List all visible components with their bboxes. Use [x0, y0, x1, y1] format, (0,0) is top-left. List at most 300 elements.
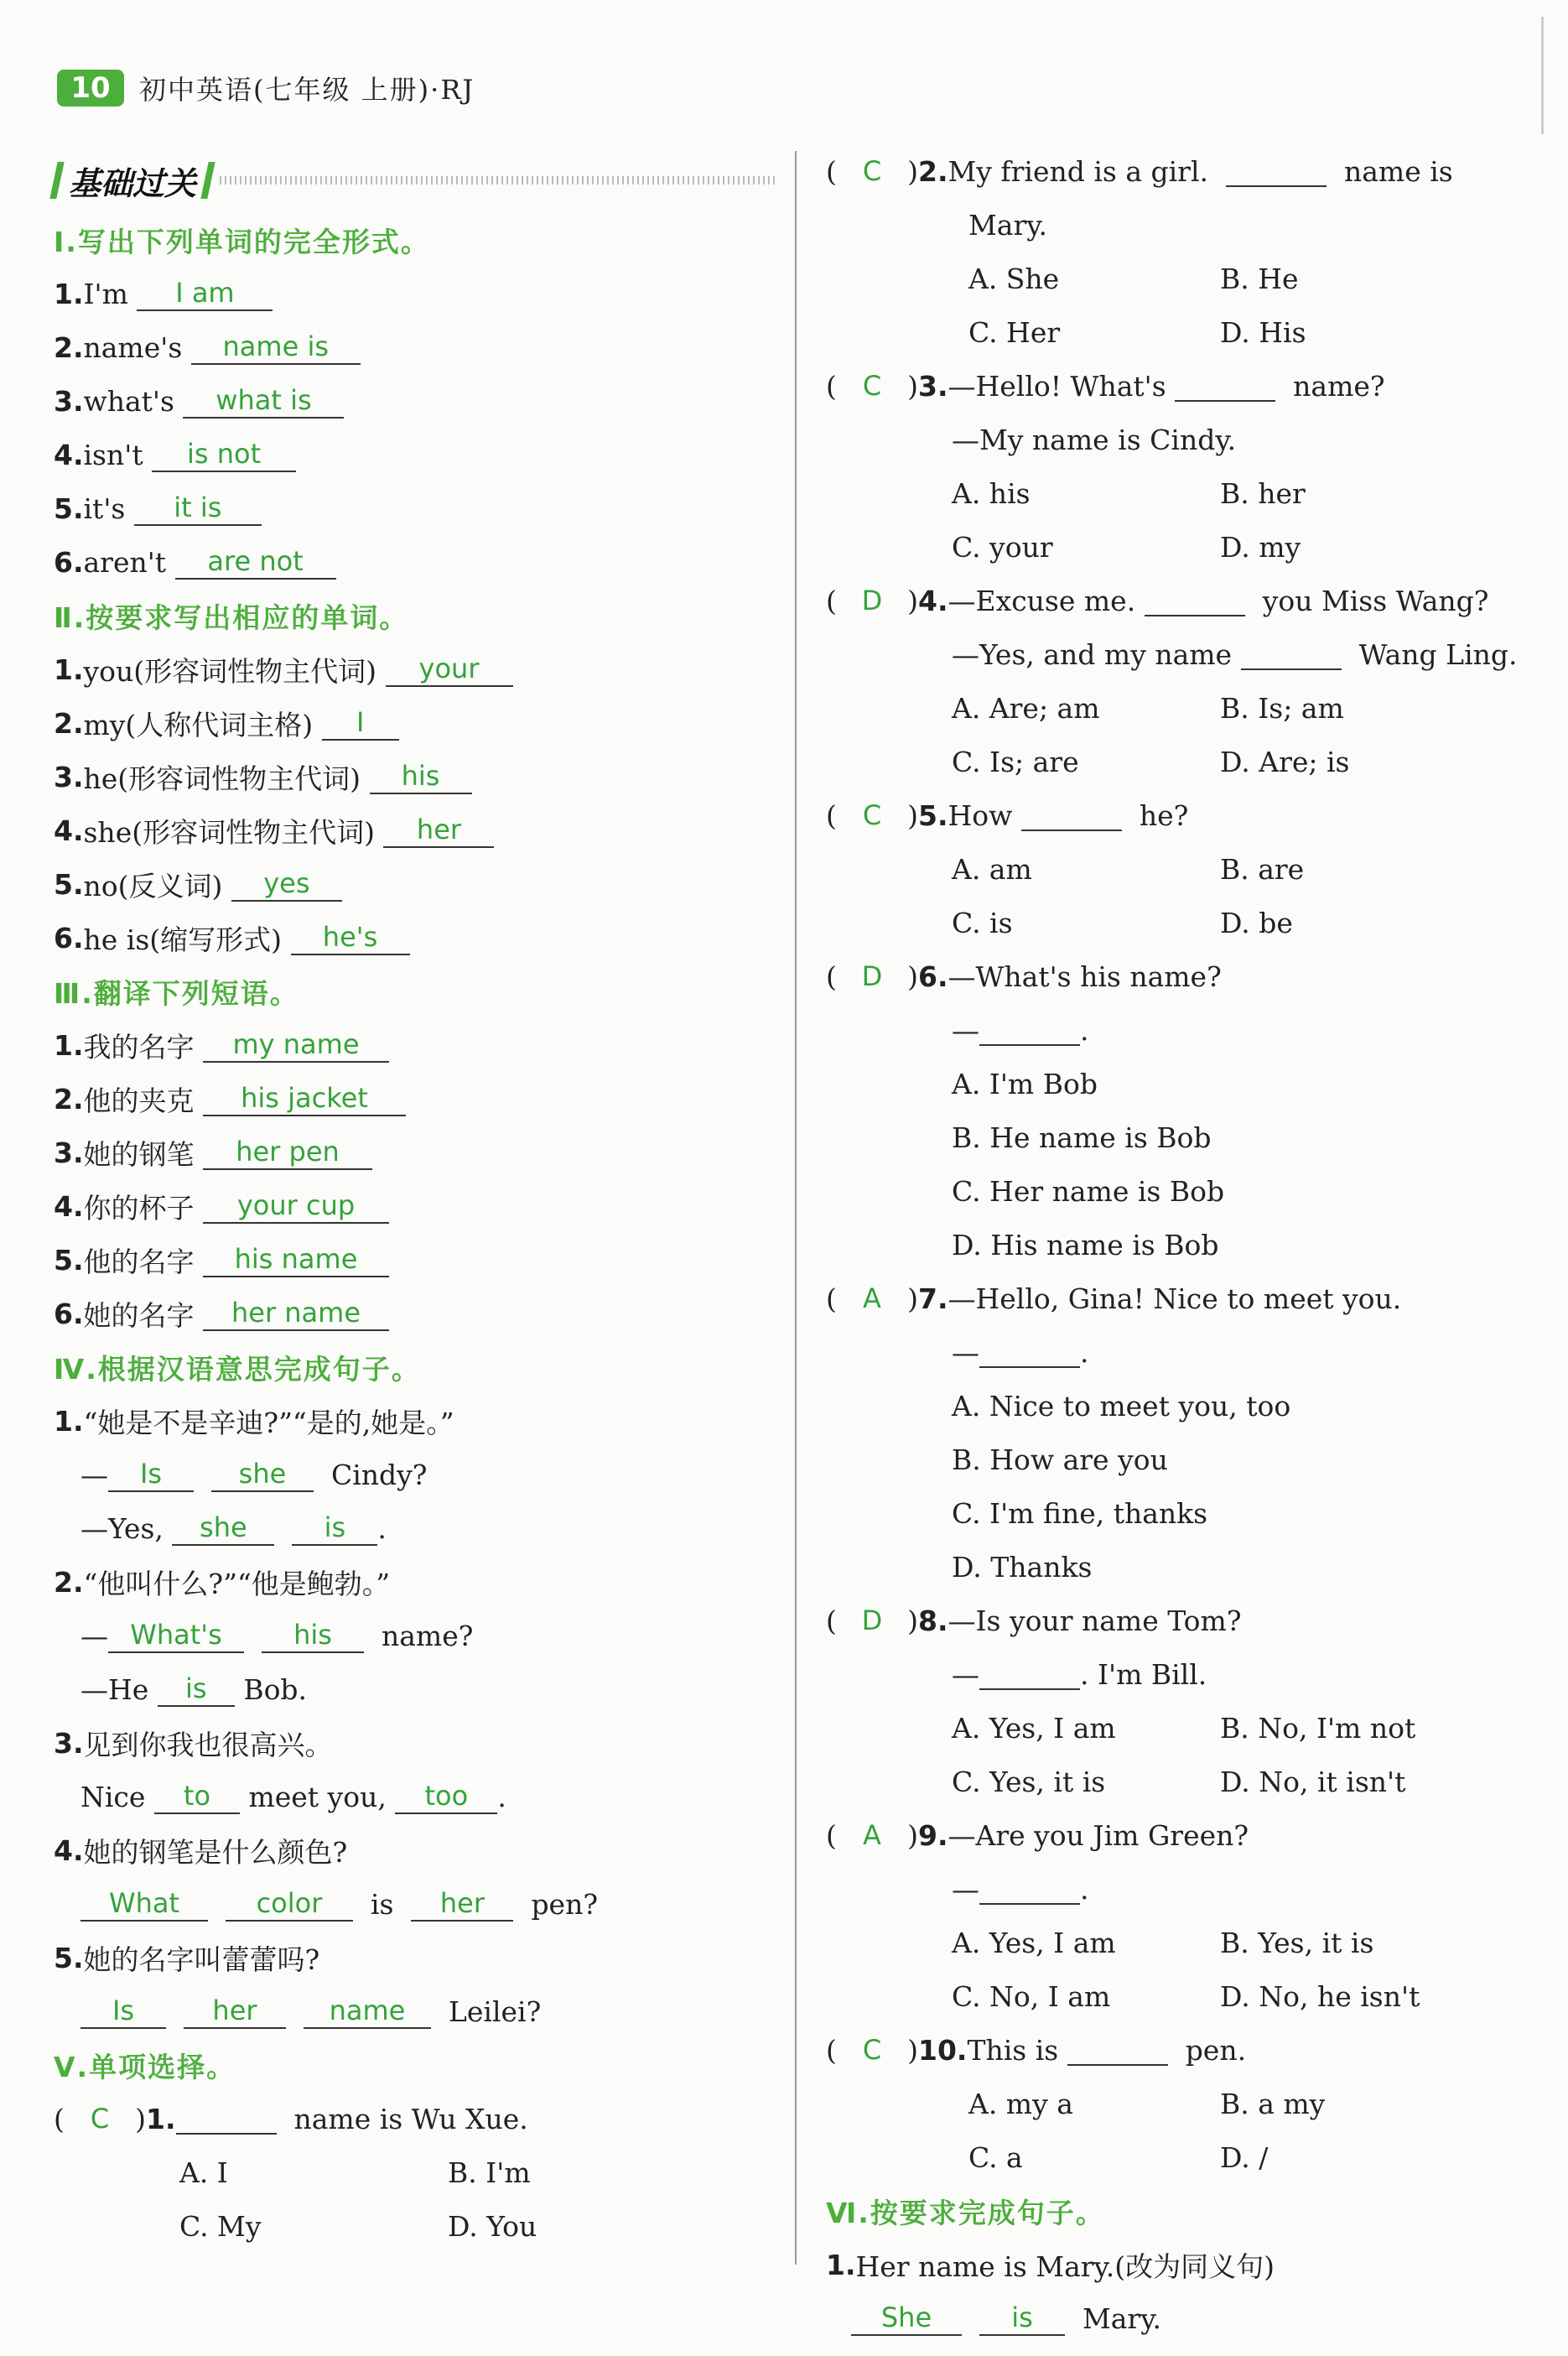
question-text: it's [83, 491, 126, 525]
item-number: 4. [54, 1833, 84, 1867]
question-text: 她的名字 [83, 1298, 195, 1332]
answer-field[interactable]: his jacket [203, 1081, 406, 1116]
page-header [57, 67, 475, 109]
question-text: my(人称代词主格) [83, 708, 314, 741]
question-text: 他的名字 [83, 1245, 195, 1278]
answer-field[interactable]: her pen [203, 1135, 372, 1170]
mcq-question [826, 949, 1530, 1003]
list-item [54, 804, 775, 857]
answer-line [54, 1662, 775, 1716]
list-item [54, 1072, 775, 1126]
option-d[interactable]: D. my [1220, 530, 1301, 564]
list-item [54, 481, 775, 535]
answer-line [54, 1770, 775, 1823]
blank-field[interactable] [1175, 370, 1275, 402]
question-text: —Is your name Tom? [948, 1604, 1242, 1637]
question-text: name is Wu Xue. [293, 2102, 528, 2135]
question-text: no(反义词) [83, 869, 223, 902]
sentence-text: . [377, 1511, 387, 1545]
option-line [826, 1433, 1530, 1486]
option-c[interactable]: C. Her name is Bob [952, 1174, 1225, 1208]
answer-field[interactable]: her [411, 1886, 513, 1922]
mcq-options [54, 2199, 775, 2253]
question-text: she(形容词性物主代词) [83, 815, 375, 849]
option-line [826, 1057, 1530, 1110]
item-number: 3. [54, 1726, 84, 1760]
section-heading [54, 1340, 775, 1394]
option-d[interactable]: D. Thanks [952, 1550, 1093, 1584]
answer-letter[interactable]: C [862, 2033, 882, 2066]
question-text: he(形容词性物主代词) [83, 762, 361, 795]
answer-field[interactable]: I am [137, 276, 273, 311]
option-line [826, 1110, 1530, 1164]
mcq-options [826, 896, 1530, 949]
list-item [54, 1179, 775, 1233]
option-line [826, 1379, 1530, 1433]
item-number: 5. [54, 1243, 84, 1277]
question-prompt [54, 1823, 775, 1877]
mcq-question [826, 359, 1530, 413]
mcq-question [826, 788, 1530, 842]
question-text: 你的杯子 [83, 1191, 195, 1225]
sentence-text: Nice [80, 1780, 146, 1813]
item-number: 6. [54, 921, 84, 954]
answer-line [54, 1984, 775, 2038]
answer-field[interactable]: your [386, 652, 513, 687]
option-c[interactable]: C. is [952, 906, 1013, 939]
answer-field[interactable]: he's [291, 920, 410, 955]
option-c[interactable]: C. No, I am [952, 1979, 1111, 2013]
answer-field[interactable]: I [322, 705, 399, 741]
item-number: 2. [54, 706, 84, 740]
answer-letter[interactable]: A [863, 1282, 881, 1314]
option-c[interactable]: C. Her [968, 315, 1061, 349]
answer-line [54, 1877, 775, 1931]
answer-bracket: ( D ) [826, 1604, 918, 1637]
answer-field[interactable]: his name [203, 1242, 389, 1277]
left-column [54, 151, 775, 2253]
question-text: he is(缩写形式) [83, 923, 283, 956]
item-number: 6. [918, 960, 948, 993]
option-d[interactable]: D. His [1220, 315, 1306, 349]
item-number: 1. [54, 653, 84, 686]
question-text: he? [1139, 798, 1189, 832]
item-number: 4. [54, 1189, 84, 1223]
answer-line [826, 2291, 1530, 2345]
mcq-question [826, 574, 1530, 627]
answer-bracket: ( D ) [826, 960, 918, 993]
answer-letter[interactable]: C [862, 798, 882, 831]
answer-line [54, 1501, 775, 1555]
blank-field[interactable] [1067, 2034, 1168, 2066]
item-number: 1. [54, 1404, 84, 1438]
answer-bracket: ( A ) [826, 1818, 918, 1852]
option-c[interactable]: C. Is; are [952, 745, 1079, 778]
option-b[interactable]: B. No, I'm not [1220, 1711, 1416, 1745]
question-text: “他叫什么?”“他是鲍勃。” [83, 1567, 391, 1600]
mcq-question [826, 1594, 1530, 1647]
question-text: you(形容词性物主代词) [83, 654, 377, 688]
question-text: 我的名字 [83, 1030, 195, 1064]
answer-bracket: ( C ) [54, 2102, 146, 2135]
answer-letter[interactable]: C [862, 369, 882, 402]
option-a[interactable]: A. She [968, 262, 1060, 295]
item-number: 8. [918, 1604, 948, 1637]
item-number: 1. [54, 1028, 84, 1062]
section-6-title: Ⅵ.按要求完成句子。 [826, 2196, 1105, 2229]
list-item [54, 428, 775, 481]
question-prompt [54, 1555, 775, 1609]
answer-line [54, 1609, 775, 1662]
response-line [826, 627, 1530, 681]
option-b[interactable]: B. How are you [952, 1443, 1168, 1476]
option-b[interactable]: B. Yes, it is [1220, 1926, 1374, 1959]
item-number: 5. [54, 867, 84, 901]
question-text: —Excuse me. [948, 584, 1136, 617]
blank-field[interactable] [1226, 155, 1327, 187]
answer-field[interactable]: your cup [203, 1188, 389, 1224]
list-item [54, 911, 775, 965]
answer-field[interactable]: Is [108, 1457, 194, 1492]
option-b[interactable]: B. her [1220, 476, 1306, 510]
mcq-question [826, 1808, 1530, 1862]
answer-field[interactable]: Is [80, 1994, 166, 2029]
answer-field[interactable]: what is [183, 383, 344, 419]
dialogue-dash: — [80, 1619, 108, 1652]
sentence-text: —He [80, 1672, 149, 1706]
response-text: Wang Ling. [1358, 637, 1518, 671]
option-d[interactable]: D. be [1220, 906, 1293, 939]
mcq-options [826, 466, 1530, 520]
item-number: 6. [54, 545, 84, 579]
answer-letter[interactable]: C [862, 154, 882, 187]
item-number: 7. [918, 1282, 948, 1315]
answer-field[interactable]: is [158, 1672, 235, 1707]
blank-field[interactable] [176, 2103, 277, 2135]
item-number: 9. [918, 1818, 948, 1852]
answer-field[interactable]: name [304, 1994, 431, 2029]
response-text: — [952, 1335, 979, 1369]
mcq-question [826, 144, 1530, 198]
mcq-options [826, 520, 1530, 574]
answer-letter[interactable]: C [90, 2102, 110, 2135]
section-heading [54, 589, 775, 642]
blank-field[interactable] [979, 1014, 1080, 1046]
mcq-question [826, 1272, 1530, 1325]
question-text: I'm [83, 277, 128, 310]
column-divider [795, 151, 797, 2265]
option-b[interactable]: B. Is; am [1220, 691, 1344, 725]
item-number: 1. [826, 2248, 856, 2281]
question-prompt [826, 2238, 1530, 2291]
question-text: —Hello! What's [948, 369, 1166, 403]
answer-bracket: ( D ) [826, 584, 918, 617]
mcq-options [826, 842, 1530, 896]
mcq-options [826, 305, 1530, 359]
blank-field[interactable] [979, 1658, 1080, 1690]
answer-bracket: ( A ) [826, 1282, 918, 1315]
item-number: 2. [918, 154, 948, 188]
option-d[interactable]: D. His name is Bob [952, 1228, 1219, 1261]
option-line [826, 1540, 1530, 1594]
item-number: 5. [54, 491, 84, 525]
answer-field[interactable]: my name [203, 1027, 389, 1063]
item-number: 6. [54, 1297, 84, 1330]
answer-bracket: ( C ) [826, 798, 918, 832]
banner-bar-right [200, 162, 215, 199]
option-b[interactable]: B. are [1220, 852, 1305, 886]
question-text: what's [83, 384, 174, 418]
question-text: —Are you Jim Green? [948, 1818, 1249, 1852]
answer-field[interactable]: What's [108, 1618, 244, 1653]
sentence-text: —Yes, [80, 1511, 164, 1545]
option-a[interactable]: A. am [952, 852, 1032, 886]
response-line [826, 413, 1530, 466]
option-d[interactable]: D. / [1220, 2140, 1269, 2174]
option-c[interactable]: C. a [968, 2140, 1023, 2174]
dialogue-dash: — [80, 1458, 108, 1491]
item-number: 10. [918, 2033, 968, 2067]
answer-letter[interactable]: D [861, 960, 883, 992]
answer-field[interactable]: her name [203, 1296, 389, 1331]
item-number: 4. [54, 438, 84, 471]
option-d[interactable]: D. No, he isn't [1220, 1979, 1420, 2013]
option-a[interactable]: A. my a [968, 2087, 1073, 2120]
item-number: 5. [918, 798, 948, 832]
question-text: 见到你我也很高兴。 [83, 1728, 333, 1761]
answer-field[interactable]: is not [152, 437, 296, 472]
item-number: 2. [54, 330, 84, 364]
response-line: — . [952, 1872, 1089, 1906]
question-text: 她的钢笔 [83, 1137, 195, 1171]
answer-line [54, 1448, 775, 1501]
option-a[interactable]: A. I'm Bob [952, 1067, 1098, 1100]
sentence-text: . [497, 1780, 506, 1813]
mcq-options [826, 735, 1530, 788]
question-text: isn't [83, 438, 143, 471]
option-b[interactable]: B. I'm [448, 2156, 531, 2189]
sentence-text: meet you, [248, 1780, 387, 1813]
option-a[interactable]: A. I [179, 2156, 228, 2189]
question-continuation [826, 198, 1530, 252]
item-number: 2. [54, 1082, 84, 1116]
banner-title: 基础过关 [69, 164, 197, 202]
section-2-title: Ⅱ.按要求写出相应的单词。 [54, 601, 409, 634]
answer-bracket: ( C ) [826, 154, 918, 188]
response-line [826, 1647, 1530, 1701]
list-item [54, 374, 775, 428]
list-item [54, 1233, 775, 1287]
answer-bracket: ( C ) [826, 369, 918, 403]
option-line [826, 1218, 1530, 1272]
blank-field[interactable] [1021, 799, 1122, 831]
list-item [54, 535, 775, 589]
question-prompt [54, 1394, 775, 1448]
answer-field[interactable]: name is [191, 330, 361, 365]
mcq-question [826, 2023, 1530, 2077]
response-text: . I'm Bill. [1080, 1657, 1207, 1691]
sentence-text: Cindy? [330, 1458, 428, 1491]
item-number: 3. [54, 384, 84, 418]
option-d[interactable]: D. Are; is [1220, 745, 1350, 778]
sentence-text: Leilei? [448, 1995, 542, 2028]
sentence-text: Bob. [243, 1672, 308, 1706]
response-line: — . [952, 1335, 1089, 1369]
blank-field[interactable] [979, 1873, 1080, 1905]
section-heading [54, 965, 775, 1018]
section-heading [54, 213, 775, 267]
list-item [54, 320, 775, 374]
answer-field[interactable]: yes [231, 866, 342, 902]
answer-field[interactable]: is [979, 2301, 1065, 2336]
list-item [54, 1126, 775, 1179]
mcq-options [826, 1755, 1530, 1808]
question-text: 他的夹克 [83, 1084, 195, 1117]
question-text: Her name is Mary.(改为同义句) [855, 2249, 1275, 2283]
question-prompt [54, 1931, 775, 1984]
section-4-title: Ⅳ.根据汉语意思完成句子。 [54, 1352, 421, 1386]
blank-field[interactable] [1145, 585, 1245, 616]
item-number: 3. [918, 369, 948, 403]
item-number: 1. [146, 2102, 176, 2135]
option-a[interactable]: A. his [952, 476, 1031, 510]
answer-field[interactable]: color [226, 1886, 353, 1922]
question-text: name is [1343, 154, 1453, 188]
question-prompt [54, 1716, 775, 1770]
option-c[interactable]: C. I'm fine, thanks [952, 1496, 1208, 1530]
answer-bracket: ( C ) [826, 2033, 918, 2067]
question-text: pen. [1185, 2033, 1247, 2067]
answer-field[interactable]: his [262, 1618, 364, 1653]
answer-field[interactable]: to [154, 1779, 240, 1814]
list-item [54, 642, 775, 696]
question-text: —Hello, Gina! Nice to meet you. [948, 1282, 1402, 1315]
item-number: 4. [54, 814, 84, 847]
right-column [826, 144, 1530, 2345]
option-line [826, 1486, 1530, 1540]
option-a[interactable]: A. Are; am [952, 691, 1100, 725]
question-text: “她是不是辛迪?”“是的,她是。” [83, 1406, 454, 1439]
answer-field[interactable]: his [370, 759, 472, 794]
answer-field[interactable]: she [211, 1457, 314, 1492]
list-item [54, 857, 775, 911]
list-item [54, 267, 775, 320]
item-number: 5. [54, 1941, 84, 1974]
response-text: —Yes, and my name [952, 637, 1233, 671]
mcq-question [54, 2092, 775, 2145]
answer-letter[interactable]: D [861, 1604, 883, 1636]
sentence-text: Mary. [1082, 2301, 1161, 2335]
question-text: Mary. [968, 208, 1047, 242]
option-line [826, 1164, 1530, 1218]
option-c[interactable]: C. My [179, 2209, 262, 2243]
mcq-options [826, 1701, 1530, 1755]
section-3-title: Ⅲ.翻译下列短语。 [54, 976, 299, 1010]
option-a[interactable]: A. Nice to meet you, too [952, 1389, 1291, 1422]
sentence-text: pen? [531, 1887, 599, 1921]
page-number-badge: 10 [57, 70, 124, 107]
banner-bar-left [49, 162, 64, 199]
mcq-options [54, 2145, 775, 2199]
item-number: 4. [918, 584, 948, 617]
question-text: How [948, 798, 1013, 832]
section-heading [826, 2184, 1530, 2238]
item-number: 3. [54, 1136, 84, 1169]
question-text: My friend is a girl. [948, 154, 1209, 188]
option-b[interactable]: B. He [1220, 262, 1299, 295]
answer-field[interactable]: is [292, 1511, 377, 1546]
mcq-options [826, 2130, 1530, 2184]
response-line: — . [952, 1013, 1089, 1047]
option-b[interactable]: B. He name is Bob [952, 1121, 1212, 1154]
question-text: 她的名字叫蕾蕾吗? [83, 1943, 320, 1976]
section-1-title: Ⅰ.写出下列单词的完全形式。 [54, 225, 430, 258]
response-text: — [952, 1657, 979, 1691]
item-number: 3. [54, 760, 84, 793]
question-text: aren't [83, 545, 167, 579]
page-edge-line [1541, 17, 1544, 134]
blank-field[interactable] [979, 1336, 1080, 1368]
mcq-options [826, 681, 1530, 735]
sentence-text: name? [381, 1619, 474, 1652]
section-5-title: Ⅴ.单项选择。 [54, 2050, 236, 2083]
response-text: —My name is Cindy. [952, 423, 1237, 456]
question-text: you Miss Wang? [1262, 584, 1489, 617]
mcq-options [826, 252, 1530, 305]
book-title: 初中英语(七年级 上册)·RJ [139, 74, 475, 106]
list-item [54, 1287, 775, 1340]
answer-field[interactable]: her [184, 1994, 286, 2029]
response-text: — [952, 1013, 979, 1047]
question-text: 她的钢笔是什么颜色? [83, 1835, 348, 1869]
answer-field[interactable]: she [172, 1511, 274, 1546]
option-b[interactable]: B. a my [1220, 2087, 1326, 2120]
section-banner [54, 151, 775, 210]
answer-field[interactable]: her [383, 813, 494, 848]
question-text: name? [1293, 369, 1385, 403]
list-item [54, 696, 775, 750]
answer-field[interactable]: too [395, 1779, 497, 1814]
blank-field[interactable] [1241, 638, 1342, 670]
option-a[interactable]: A. Yes, I am [952, 1711, 1116, 1745]
answer-field[interactable]: it is [134, 491, 262, 526]
item-number: 2. [54, 1565, 84, 1599]
mcq-options [826, 1916, 1530, 1969]
option-c[interactable]: C. Yes, it is [952, 1765, 1106, 1798]
question-text: —What's his name? [948, 960, 1222, 993]
question-text: name's [83, 330, 183, 364]
list-item [54, 1018, 775, 1072]
option-c[interactable]: C. your [952, 530, 1053, 564]
question-text: This is [967, 2033, 1059, 2067]
item-number: 1. [54, 277, 84, 310]
answer-letter[interactable]: A [863, 1818, 881, 1851]
option-d[interactable]: D. No, it isn't [1220, 1765, 1406, 1798]
mcq-options [826, 2077, 1530, 2130]
banner-dotted-line [220, 176, 775, 185]
option-a[interactable]: A. Yes, I am [952, 1926, 1116, 1959]
mcq-options [826, 1969, 1530, 2023]
sentence-text: is [370, 1887, 394, 1921]
response-text: — [952, 1872, 979, 1906]
answer-field[interactable]: are not [175, 544, 336, 580]
answer-field[interactable]: She [851, 2301, 962, 2336]
option-d[interactable]: D. You [448, 2209, 537, 2243]
section-heading [54, 2038, 775, 2092]
answer-field[interactable]: What [80, 1886, 208, 1922]
list-item [54, 750, 775, 804]
answer-letter[interactable]: D [861, 584, 883, 616]
